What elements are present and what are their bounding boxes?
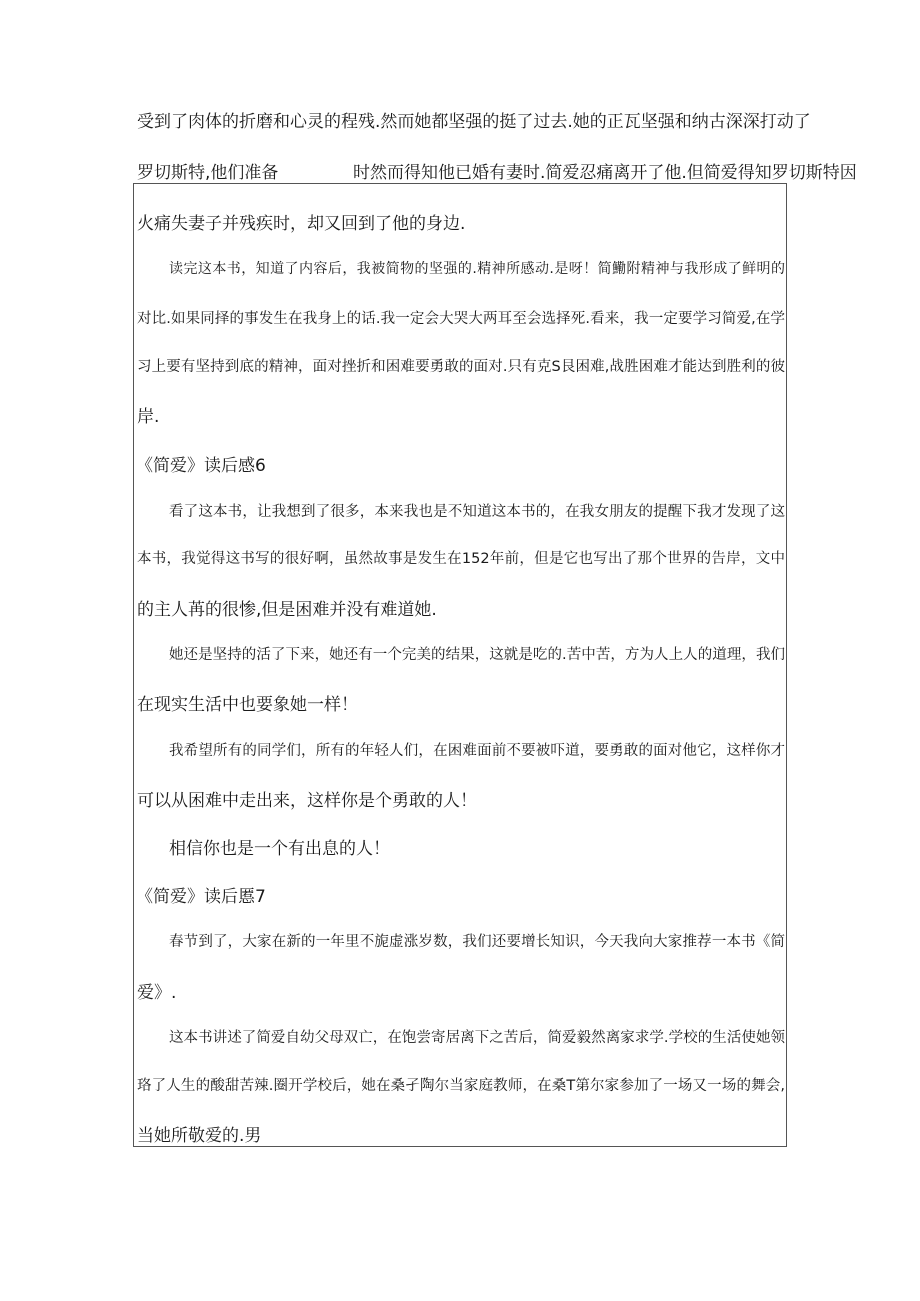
paragraph-line: 相信你也是一个有出息的人！ xyxy=(169,839,390,859)
paragraph-line: 对比.如果同择的事发生在我身上的话.我一定会大哭大两耳至会选择死.看来，我一定要学习简爱,在学 xyxy=(137,311,785,327)
paragraph-line: 的主人苒的很惨,但是困难并没有难道她. xyxy=(137,600,437,620)
top-line-2-left: 罗切斯特,他们准备 xyxy=(137,163,279,183)
paragraph-line: 可以从困难中走出来，这样你是个勇敢的人！ xyxy=(137,791,477,811)
paragraph-line: 她还是坚持的活了下来，她还有一个完美的结果，这就是吃的.苦中苦，方为人上人的道理，我们 xyxy=(169,647,785,663)
paragraph-line: 珞了人生的酸甜苦辣.圈开学校后，她在桑孑陶尔当家庭教师，在桑T第尔家参加了一场又一场的舞会, xyxy=(137,1078,785,1094)
paragraph-line: 爱》. xyxy=(137,983,177,1003)
paragraph-line: 读完这本书，知道了内容后，我被简物的坚强的.精神所感动.是呀！简鰳附精神与我形成了鲜明的 xyxy=(169,261,785,277)
paragraph-line: 当她所敬爱的.男 xyxy=(137,1126,262,1146)
paragraph-line: 这本书讲述了简爱自幼父母双亡，在饱尝寄居离下之苦后，简爱毅然离家求学.学校的生活使她领 xyxy=(169,1030,785,1046)
top-line-2-right: 时然而得知他已婚有妻时.简爱忍痛离开了他.但简爱得知罗切斯特因 xyxy=(353,163,857,183)
section-heading: 《简爱》读后慝7 xyxy=(136,887,266,907)
paragraph-line: 习上要有坚持到底的精神，面对挫折和困难要勇敢的面对.只有克S艮困难,战胜困难才能达到胜利的彼 xyxy=(137,359,785,375)
paragraph-line: 看了这本书，让我想到了很多，本来我也是不知道这本书的，在我女朋友的提醒下我才发现了这 xyxy=(169,504,785,520)
paragraph-line: 火痛失妻子并残疾时，却又回到了他的身边. xyxy=(137,214,466,234)
paragraph-line: 春节到了，大家在新的一年里不旎虚涨岁数，我们还要增长知识，今天我向大家推荐一本书《简 xyxy=(169,934,785,950)
paragraph-line: 在现实生活中也要象她一样！ xyxy=(137,695,358,715)
content-box xyxy=(133,183,787,1147)
paragraph-line: 我希望所有的同学们，所有的年轻人们，在困难面前不要被吓道，要勇敢的面对他它，这样你才 xyxy=(169,743,785,759)
top-line-1: 受到了肉体的折磨和心灵的程残.然而她都坚强的挺了过去.她的正瓦坚强和纳古深深打动了 xyxy=(137,112,811,132)
paragraph-line: 本书，我觉得这书写的很好啊，虽然故事是发生在152年前，但是它也写出了那个世界的告岸，文中 xyxy=(137,551,785,567)
section-heading: 《简爱》读后感6 xyxy=(136,456,266,476)
paragraph-line: 岸. xyxy=(137,407,160,427)
